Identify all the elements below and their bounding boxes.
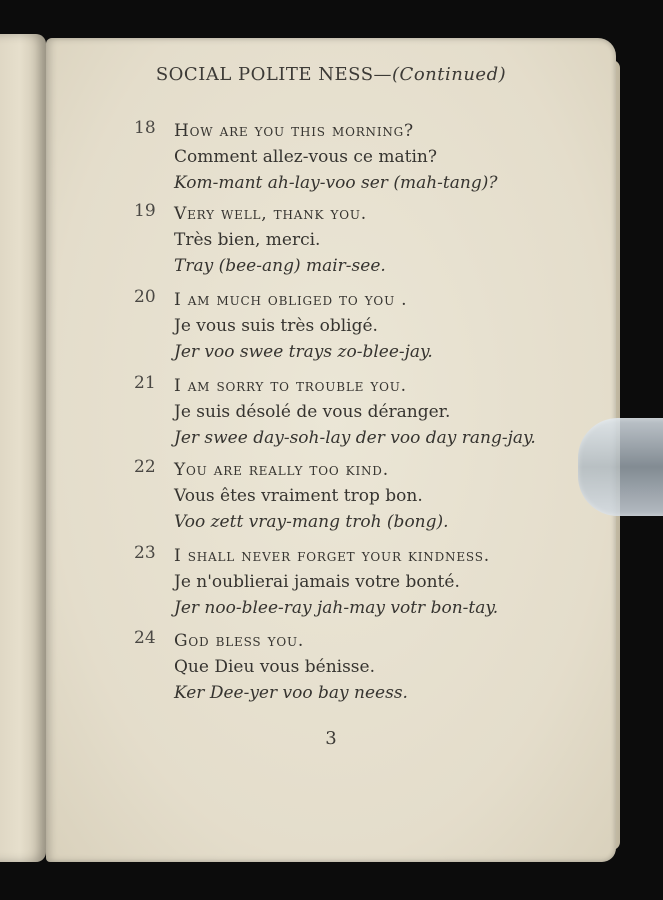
french-phrase: Je suis désolé de vous déranger. [174, 402, 451, 422]
left-page-edge [0, 34, 46, 862]
entry-number: 23 [134, 543, 156, 563]
english-phrase: God bless you. [174, 631, 305, 651]
phonetic-phrase: Jer noo-blee-ray jah-may votr bon-tay. [174, 598, 499, 618]
entry-number: 19 [134, 201, 156, 221]
book-clip [578, 418, 663, 516]
english-phrase: How are you this morning? [174, 121, 414, 141]
phonetic-phrase: Jer swee day-soh-lay der voo day rang-jay. [174, 428, 536, 448]
page-heading [46, 64, 616, 85]
phonetic-phrase: Kom-mant ah-lay-voo ser (mah-tang)? [174, 173, 498, 193]
entry-number: 18 [134, 118, 156, 138]
french-phrase: Très bien, merci. [174, 230, 321, 250]
phonetic-phrase: Ker Dee-yer voo bay neess. [174, 683, 408, 703]
phonetic-phrase: Jer voo swee trays zo-blee-jay. [174, 342, 433, 362]
french-phrase: Comment allez-vous ce matin? [174, 147, 437, 167]
heading-continued: (Continued) [392, 64, 507, 85]
french-phrase: Vous êtes vraiment trop bon. [174, 486, 423, 506]
english-phrase: I shall never forget your kindness. [174, 546, 490, 566]
french-phrase: Que Dieu vous bénisse. [174, 657, 375, 677]
heading-title: SOCIAL POLITE NESS— [155, 64, 393, 85]
french-phrase: Je vous suis très obligé. [174, 316, 378, 336]
english-phrase: You are really too kind. [174, 460, 389, 480]
entry-number: 24 [134, 628, 156, 648]
english-phrase: Very well, thank you. [174, 204, 367, 224]
entry-number: 22 [134, 457, 156, 477]
french-phrase: Je n'oublierai jamais votre bonté. [174, 572, 460, 592]
phonetic-phrase: Tray (bee-ang) mair-see. [174, 256, 386, 276]
english-phrase: I am sorry to trouble you. [174, 376, 407, 396]
english-phrase: I am much obliged to you . [174, 290, 408, 310]
entry-number: 21 [134, 373, 156, 393]
entry-number: 20 [134, 287, 156, 307]
phonetic-phrase: Voo zett vray-mang troh (bong). [174, 512, 449, 532]
page-number: 3 [325, 728, 337, 749]
